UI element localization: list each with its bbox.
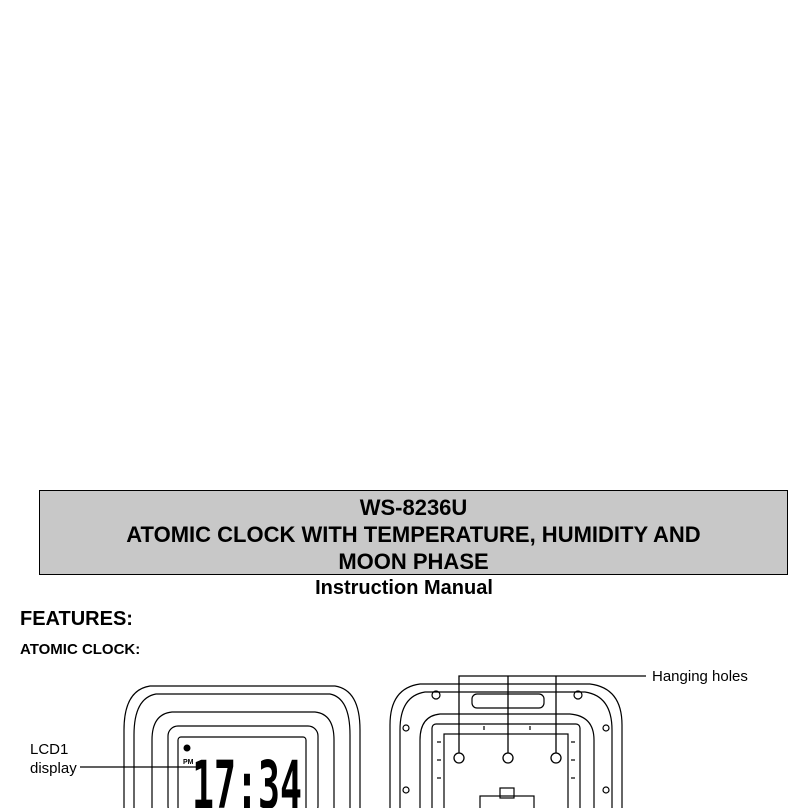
hanging-holes xyxy=(454,676,646,763)
screw-hole-left xyxy=(403,725,409,731)
model-number: WS-8236U xyxy=(359,495,468,520)
lcd-time-display xyxy=(183,745,302,808)
hanging-holes-label: Hanging holes xyxy=(652,668,748,685)
screw-hole-lower-right xyxy=(603,787,609,793)
radio-signal-icon xyxy=(184,745,191,752)
title-line-1: ATOMIC CLOCK WITH TEMPERATURE, HUMIDITY AND xyxy=(126,522,701,547)
back-recess xyxy=(444,734,568,808)
pm-indicator: PM xyxy=(183,759,194,766)
clock-back-view xyxy=(390,684,622,808)
lcd-callout-line-1: LCD1 xyxy=(30,741,69,758)
title-line-2: MOON PHASE xyxy=(338,549,489,574)
lcd-time-digits: 17:34 xyxy=(192,747,302,808)
lcd-callout-line-2: display xyxy=(30,760,77,777)
instruction-manual-subtitle: Instruction Manual xyxy=(315,577,493,599)
features-heading: FEATURES: xyxy=(20,608,133,630)
hanging-hole-left xyxy=(454,753,464,763)
hanging-hole-center xyxy=(503,753,513,763)
screw-hole-right xyxy=(603,725,609,731)
screw-hole-lower-left xyxy=(403,787,409,793)
atomic-clock-heading: ATOMIC CLOCK: xyxy=(20,641,141,658)
hanging-hole-right xyxy=(551,753,561,763)
